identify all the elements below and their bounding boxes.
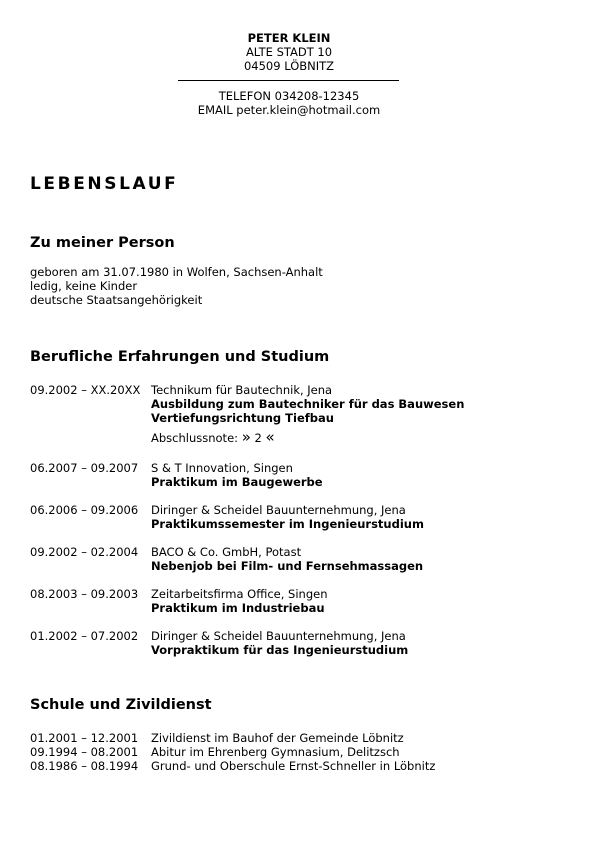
entry-organization: Technikum für Bautechnik, Jena xyxy=(151,383,333,397)
entry-organization: S & T Innovation, Singen xyxy=(151,461,293,475)
row-date: 01.2001 – 12.2001 xyxy=(30,731,139,745)
entry-date: 06.2007 – 09.2007 xyxy=(30,461,139,475)
entry-body xyxy=(151,545,423,573)
entry-role: Nebenjob bei Film- und Fernsehmassagen xyxy=(151,559,424,573)
section-heading-school: Schule und Zivildienst xyxy=(30,697,212,713)
entry-organization: Zeitarbeitsfirma Office, Singen xyxy=(151,587,328,601)
phone-line: TELEFON 034208-12345 xyxy=(218,89,360,103)
section-heading-career: Berufliche Erfahrungen und Studium xyxy=(30,349,330,365)
birth-line: geboren am 31.07.1980 in Wolfen, Sachsen-Anhalt xyxy=(30,265,323,279)
final-grade-label: Abschlussnote: xyxy=(151,431,239,445)
entry-body xyxy=(151,503,424,531)
person-details xyxy=(30,265,323,307)
entry-organization: Diringer & Scheidel Bauunternehmung, Jena xyxy=(151,629,406,643)
entry-date: 09.2002 – XX.20XX xyxy=(30,383,141,397)
contact-block xyxy=(0,89,578,117)
entry-date: 08.2003 – 09.2003 xyxy=(30,587,139,601)
nationality-line: deutsche Staatsangehörigkeit xyxy=(30,293,203,307)
family-status-line: ledig, keine Kinder xyxy=(30,279,138,293)
city-line: 04509 LÖBNITZ xyxy=(243,59,335,73)
entry-specialization: Vertiefungsrichtung Tiefbau xyxy=(151,411,334,425)
final-grade xyxy=(151,428,464,446)
row-text: Zivildienst im Bauhof der Gemeinde Löbnitz xyxy=(151,731,404,745)
entry-organization: BACO & Co. GmbH, Potast xyxy=(151,545,302,559)
row-text: Abitur im Ehrenberg Gymnasium, Delitzsch xyxy=(151,745,400,759)
row-text: Grund- und Oberschule Ernst-Schneller in Löbnitz xyxy=(151,759,436,773)
address-block xyxy=(0,31,578,73)
entry-date: 06.2006 – 09.2006 xyxy=(30,503,139,517)
entry-role: Praktikumssemester im Ingenieurstudium xyxy=(151,517,424,531)
quote-open-mark: » xyxy=(241,428,251,446)
entry-date: 01.2002 – 07.2002 xyxy=(30,629,139,643)
row-date: 08.1986 – 08.1994 xyxy=(30,759,139,773)
document-title: LEBENSLAUF xyxy=(30,174,179,194)
entry-organization: Diringer & Scheidel Bauunternehmung, Jena xyxy=(151,503,406,517)
person-name: PETER KLEIN xyxy=(247,31,331,45)
entry-body xyxy=(151,629,408,657)
entry-body xyxy=(151,383,464,445)
row-date: 09.1994 – 08.2001 xyxy=(30,745,139,759)
email-line: EMAIL peter.klein@hotmail.com xyxy=(197,103,381,117)
street-line: ALTE STADT 10 xyxy=(245,45,333,59)
entry-body xyxy=(151,587,328,615)
section-heading-person: Zu meiner Person xyxy=(30,235,175,251)
entry-body xyxy=(151,461,323,489)
final-grade-value: 2 xyxy=(254,431,262,445)
entry-role: Praktikum im Industriebau xyxy=(151,601,325,615)
entry-role: Ausbildung zum Bautechniker für das Bauwesen xyxy=(151,397,465,411)
entry-date: 09.2002 – 02.2004 xyxy=(30,545,139,559)
header-divider xyxy=(178,80,399,81)
entry-role: Praktikum im Baugewerbe xyxy=(151,475,323,489)
quote-close-mark: « xyxy=(265,428,275,446)
entry-role: Vorpraktikum für das Ingenieurstudium xyxy=(151,643,409,657)
